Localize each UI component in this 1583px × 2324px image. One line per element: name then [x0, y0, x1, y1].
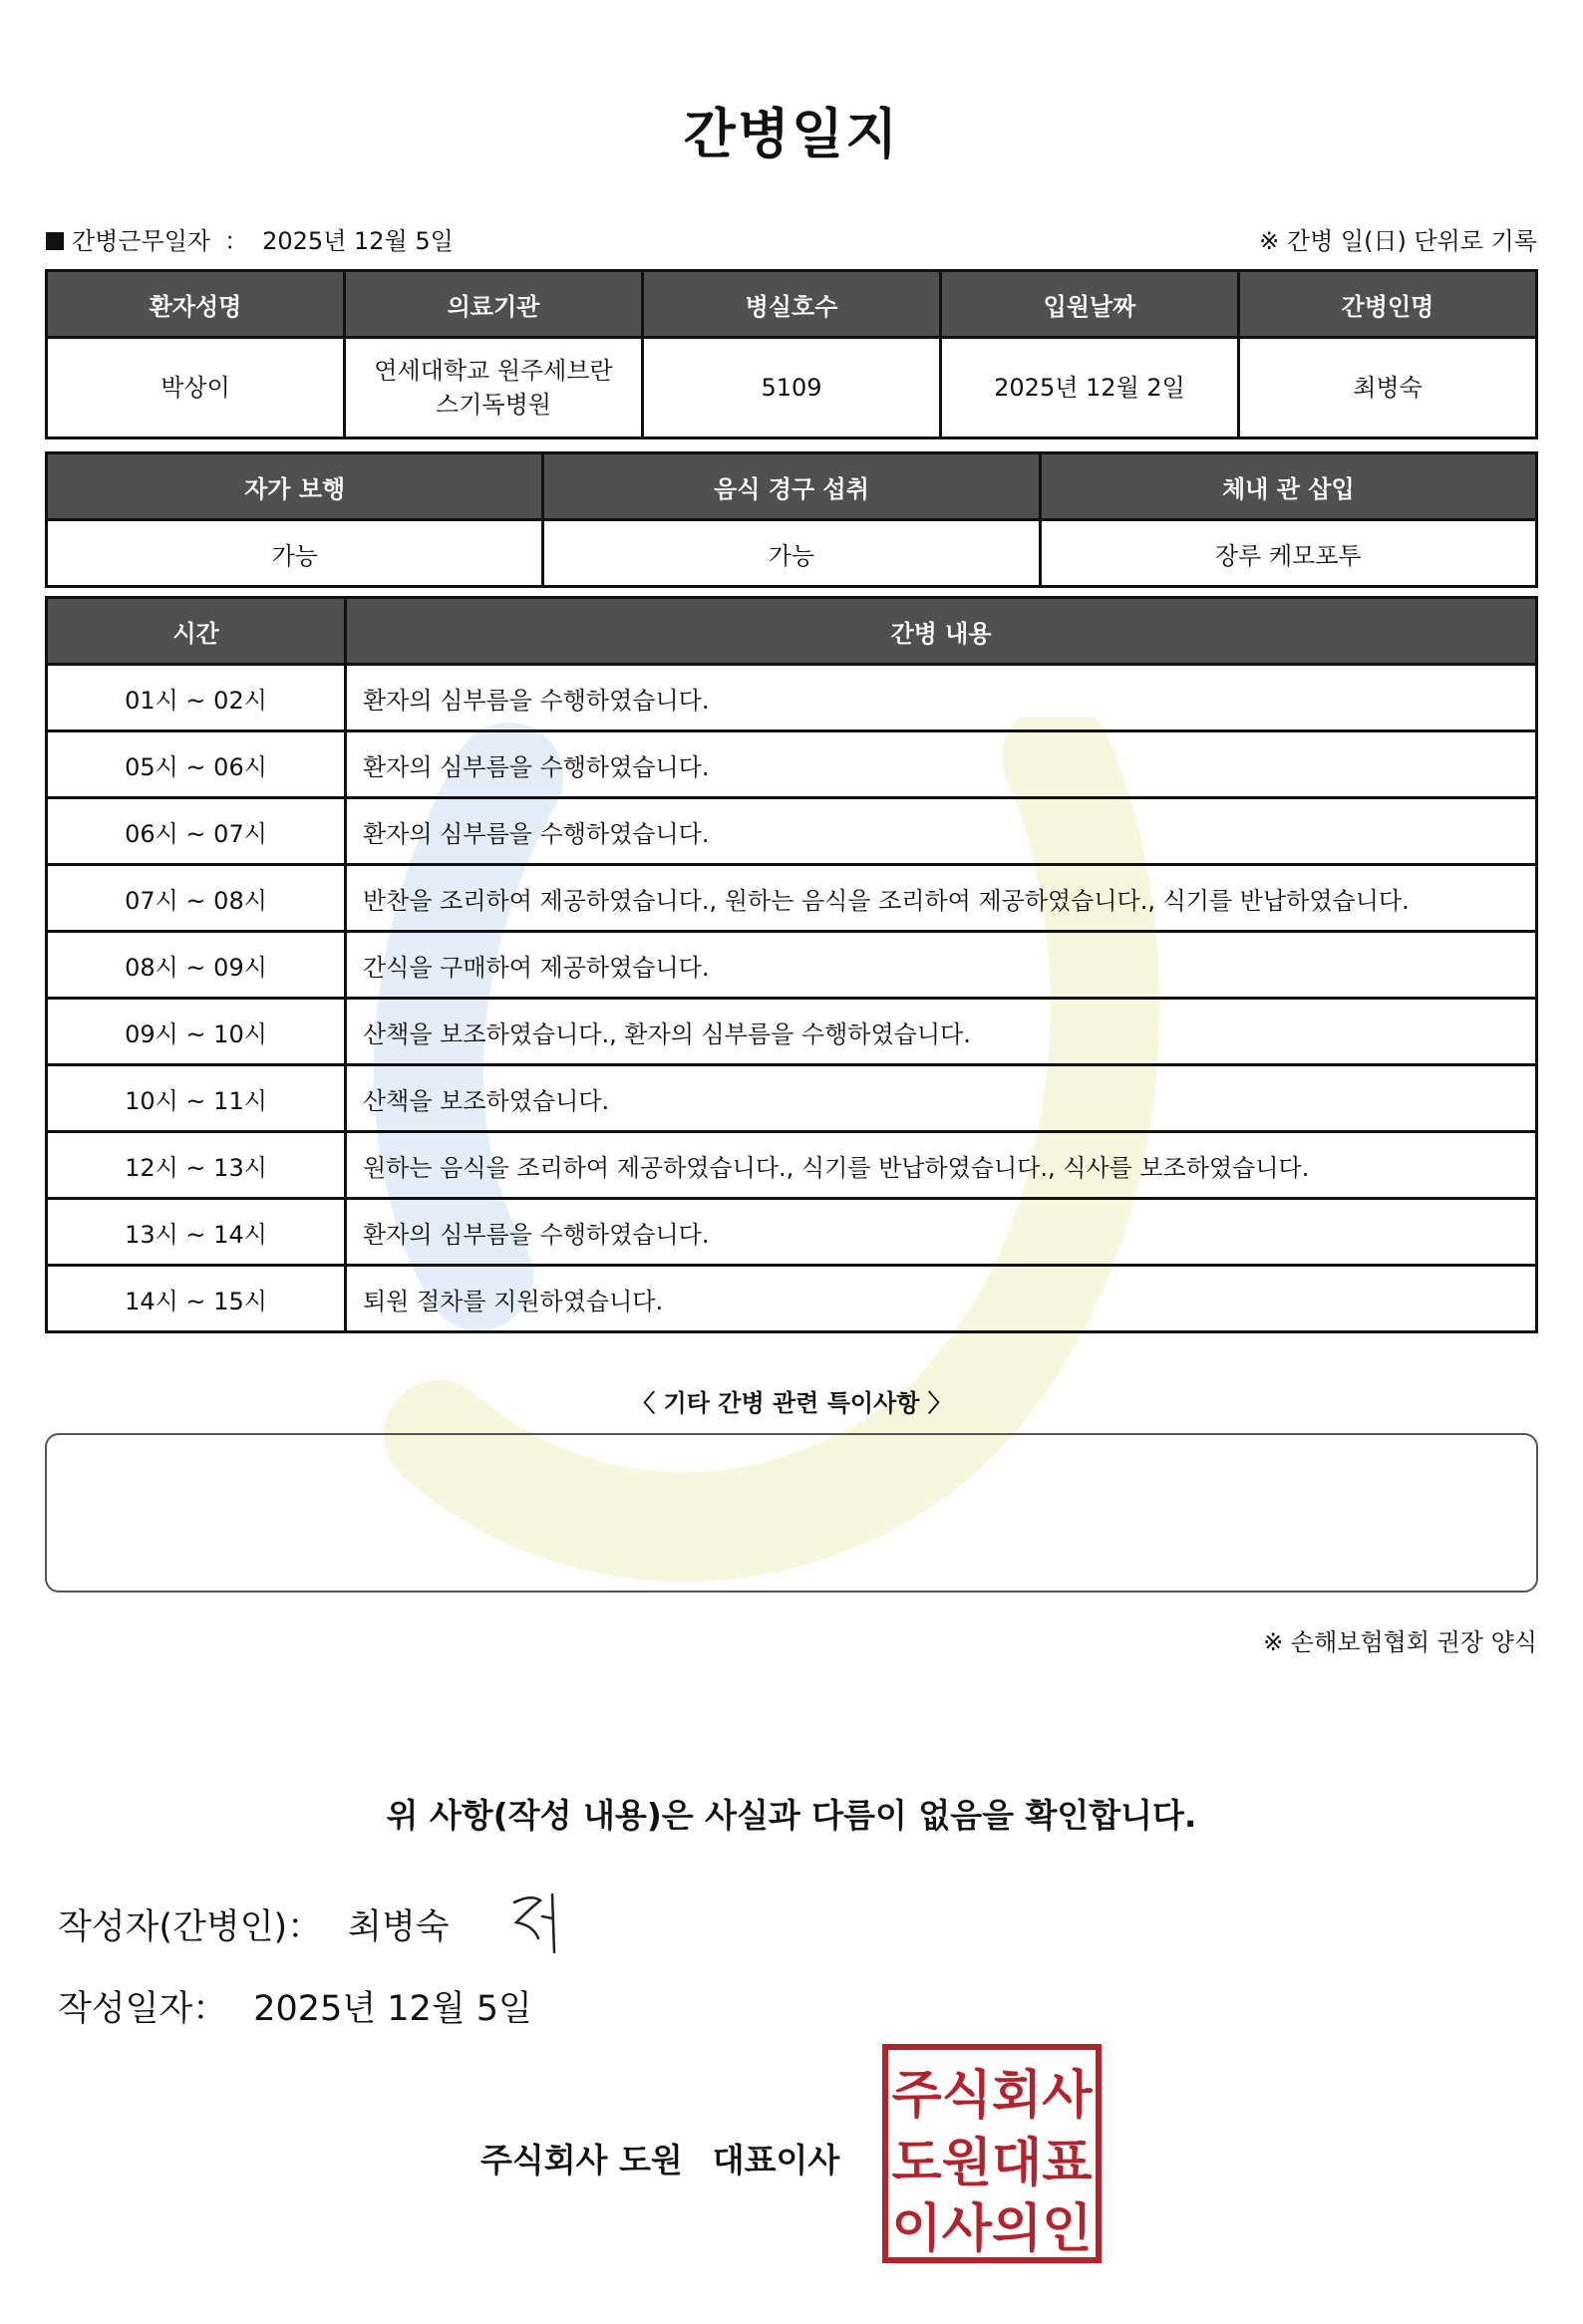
table-row: [47, 999, 1537, 1065]
log-time: 05시 ~ 06시: [47, 731, 346, 798]
header-self-walk: 자가 보행: [47, 453, 543, 520]
company-signature-line: [480, 2135, 839, 2181]
work-date-value: 2025년 12월 5일: [262, 227, 454, 255]
table-row: [47, 731, 1537, 798]
writer-name: 최병숙: [348, 1907, 450, 1947]
header-tube-insertion: 체내 관 삽입: [1040, 453, 1536, 520]
log-content: 반찬을 조리하여 제공하였습니다., 원하는 음식을 조리하여 제공하였습니다., 식기를 반납하였습니다.: [346, 865, 1537, 932]
seal-line-2: 도원대표: [891, 2134, 1093, 2193]
patient-name: 박상이: [47, 338, 345, 438]
log-content: 환자의 심부름을 수행하였습니다.: [346, 665, 1537, 731]
table-row: [47, 865, 1537, 932]
writer-row: [58, 1899, 450, 1949]
admission-date: 2025년 12월 2일: [941, 338, 1239, 438]
square-bullet-icon: [46, 232, 64, 250]
log-content: 환자의 심부름을 수행하였습니다.: [346, 1199, 1537, 1266]
log-content: 환자의 심부름을 수행하였습니다.: [346, 798, 1537, 865]
header-oral-intake: 음식 경구 섭취: [543, 453, 1040, 520]
company-title: 대표이사: [712, 2141, 840, 2179]
self-walk-value: 가능: [47, 520, 543, 587]
log-time: 08시 ~ 09시: [47, 932, 346, 999]
document-title: 간병일지: [683, 103, 900, 165]
table-row: [47, 1132, 1537, 1199]
table-header-row: [47, 598, 1537, 665]
hospital-line-1: 연세대학교 원주세브란: [374, 357, 613, 385]
header-care-content: 간병 내용: [346, 598, 1537, 665]
table-row: [47, 1065, 1537, 1132]
header-patient-name: 환자성명: [47, 271, 345, 338]
table-header-row: [47, 271, 1537, 338]
log-time: 13시 ~ 14시: [47, 1199, 346, 1266]
header-hospital: 의료기관: [345, 271, 643, 338]
log-time: 01시 ~ 02시: [47, 665, 346, 731]
log-content: 간식을 구매하여 제공하였습니다.: [346, 932, 1537, 999]
written-date-row: [58, 1981, 532, 2031]
date-value: 2025년 12월 5일: [253, 1989, 532, 2029]
table-row: [47, 520, 1537, 587]
association-note: ※ 손해보험협회 권장 양식: [1263, 1628, 1537, 1656]
log-content: 환자의 심부름을 수행하였습니다.: [346, 731, 1537, 798]
table-row: [47, 1199, 1537, 1266]
log-time: 12시 ~ 13시: [47, 1132, 346, 1199]
log-content: 원하는 음식을 조리하여 제공하였습니다., 식기를 반납하였습니다., 식사를 보조하였습니다.: [346, 1132, 1537, 1199]
header-admission-date: 입원날짜: [941, 271, 1239, 338]
log-time: 06시 ~ 07시: [47, 798, 346, 865]
date-label: 작성일자：: [58, 1989, 228, 2029]
special-notes-box: [45, 1433, 1538, 1593]
table-row: [47, 932, 1537, 999]
oral-intake-value: 가능: [543, 520, 1040, 587]
special-notes-title: 〈 기타 간병 관련 특이사항 〉: [631, 1389, 952, 1417]
work-date-colon: ：: [224, 227, 249, 255]
work-date-line: [46, 221, 454, 256]
confirmation-statement: 위 사항(작성 내용)은 사실과 다름이 없음을 확인합니다.: [386, 1796, 1197, 1835]
table-row: [47, 665, 1537, 731]
log-content: 산책을 보조하였습니다., 환자의 심부름을 수행하였습니다.: [346, 999, 1537, 1065]
room-number: 5109: [643, 338, 941, 438]
log-time: 09시 ~ 10시: [47, 999, 346, 1065]
unit-note: ※ 간병 일(日) 단위로 기록: [1259, 227, 1537, 255]
header-time: 시간: [47, 598, 346, 665]
patient-info-table: [45, 269, 1538, 439]
hospital-line-2: 스기독병원: [436, 391, 551, 419]
table-row: [47, 338, 1537, 438]
seal-line-3: 이사의인: [891, 2199, 1093, 2259]
company-name: 주식회사 도원: [480, 2141, 683, 2179]
table-header-row: [47, 453, 1537, 520]
header-caregiver: 간병인명: [1239, 271, 1537, 338]
hospital-name: [345, 338, 643, 438]
seal-line-1: 주식회사: [891, 2066, 1093, 2126]
caregiver-name: 최병숙: [1239, 338, 1537, 438]
log-content: 퇴원 절차를 지원하였습니다.: [346, 1266, 1537, 1332]
patient-status-table: [45, 451, 1538, 588]
log-time: 07시 ~ 08시: [47, 865, 346, 932]
log-content: 산책을 보조하였습니다.: [346, 1065, 1537, 1132]
header-room: 병실호수: [643, 271, 941, 338]
table-row: [47, 1266, 1537, 1332]
log-time: 14시 ~ 15시: [47, 1266, 346, 1332]
table-row: [47, 798, 1537, 865]
handwritten-signature: [508, 1888, 576, 1958]
log-time: 10시 ~ 11시: [47, 1065, 346, 1132]
company-seal-stamp: [881, 2043, 1103, 2264]
care-log-table: [45, 596, 1538, 1333]
tube-insertion-value: 장루 케모포투: [1040, 520, 1536, 587]
work-date-label: 간병근무일자: [72, 227, 211, 255]
writer-label: 작성자(간병인)：: [58, 1907, 323, 1947]
